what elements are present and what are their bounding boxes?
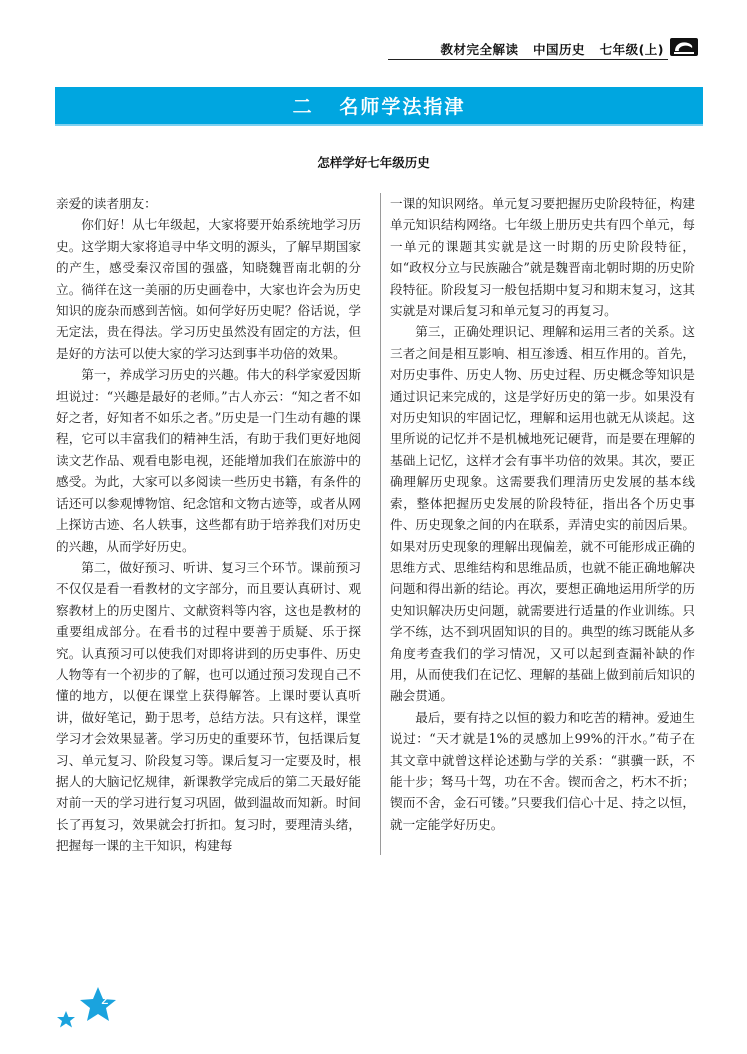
- paragraph: 第三，正确处理识记、理解和运用三者的关系。这三者之间是相互影响、相互渗透、相互作用的。首先，对历史事件、历史人物、历史过程、历史概念等知识是通过识记来完成的，这是学好历史的第一步。如果没有对历史知识的牢固记忆，理解和运用也就无从谈起。这里所说的记忆并不是机械地死记硬背，而是要在理解的基础上记忆，这样才会有事半功倍的效果。其次，要正确理解历史现象。这需要我们理清历史发展的基本线索，整体把握历史发展的阶段特征，指出各个历史事件、历史现象之间的内在联系，弄清史实的前因后果。如果对历史现象的理解出现偏差，就不可能形成正确的思维方式、思维结构和思维品质，也就不能正确地解决问题和得出新的结论。再次，要想正确地运用所学的历史知识解决历史问题，就需要进行适量的作业训练。只学不练，达不到巩固知识的目的。典型的练习既能从多角度考查我们的学习情况，又可以起到查漏补缺的作用，从而使我们在记忆、理解的基础上做到前后知识的融会贯通。: [390, 324, 695, 704]
- paragraph: 第一，养成学习历史的兴趣。伟大的科学家爱因斯坦说过：“兴趣是最好的老师。”古人亦云：“知之者不如好之者，好知者不如乐之者。”历史是一门生动有趣的课程，它可以丰富我们的精神生活，有助于我们更好地阅读文艺作品、观看电影电视，还能增加我们在旅游中的感受。为此，大家可以多阅读一些历史书籍，有条件的话还可以参观博物馆、纪念馆和文物古迹等，或者从网上探访古迹、名人轶事，这些都有助于培养我们对历史的兴趣，从而学好历史。: [56, 367, 361, 554]
- paragraph: 第二，做好预习、听讲、复习三个环节。课前预习不仅仅是看一看教材的文字部分，而且要认真研讨、观察教材上的历史图片、文献资料等内容，这也是教材的重要组成部分。在看书的过程中要善于质疑、乐于探究。认真预习可以使我们对即将讲到的历史事件、历史人物等有一个初步的了解，也可以通过预习发现自己不懂的地方，以便在课堂上获得解答。上课时要认真听讲，做好笔记，勤于思考，总结方法。只有这样，课堂学习才会效果显著。学习历史的重要环节，包括课后复习、单元复习、阶段复习等。课后复习一定要及时，根据人的大脑记忆规律，新课教学完成后的第二天最好能对前一天的学习进行复习巩固，做到温故而知新。时间长了再复习，效果就会打折扣。复习时，要理清头绪，把握每一课的主干知识，构建每: [56, 559, 361, 854]
- right-column: [390, 193, 695, 835]
- page-number: 2: [100, 993, 110, 1008]
- section-title: 二 名师学法指津: [292, 96, 466, 118]
- running-header-title: 教材完全解读 中国历史 七年级(上): [440, 42, 664, 57]
- paragraph: 亲爱的读者朋友：: [56, 196, 157, 211]
- section-banner: [55, 87, 703, 126]
- left-column: [56, 193, 361, 857]
- publisher-logo-icon: [670, 38, 698, 56]
- paragraph: 你们好！从七年级起，大家将要开始系统地学习历史。这学期大家将追寻中华文明的源头，了解早期国家的产生，感受秦汉帝国的强盛，知晓魏晋南北朝的分立。徜徉在这一美丽的历史画卷中，大家也许会为历史知识的庞杂而感到苦恼。如何学好历史呢？俗话说，学无定法，贵在得法。学习历史虽然没有固定的方法，但是好的方法可以使大家的学习达到事半功倍的效果。: [56, 217, 361, 361]
- article-title: 怎样学好七年级历史: [317, 155, 430, 170]
- running-header: [388, 37, 668, 60]
- paragraph: 一课的知识网络。单元复习要把握历史阶段特征，构建单元知识结构网络。七年级上册历史共有四个单元，每一单元的课题其实就是这一时期的历史阶段特征，如“政权分立与民族融合”就是魏晋南北朝时期的历史阶段特征。阶段复习一般包括期中复习和期末复习，这其实就是对课后复习和单元复习的再复习。: [390, 196, 695, 319]
- column-divider: [380, 193, 381, 855]
- paragraph: 最后，要有持之以恒的毅力和吃苦的精神。爱迪生说过：“天才就是1%的灵感加上99%的汗水。”荀子在其文章中就曾这样论述勤与学的关系：“骐骥一跃，不能十步；驽马十驾，功在不舍。锲而舍之，朽木不折；锲而不舍，金石可镂。”只要我们信心十足、持之以恒，就一定能学好历史。: [390, 709, 695, 832]
- page-number-badge: [52, 985, 122, 1035]
